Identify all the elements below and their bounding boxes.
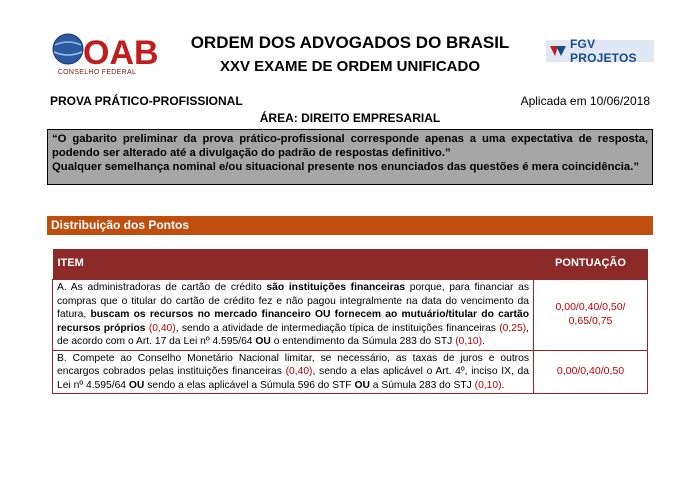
column-header-item: ITEM <box>53 249 534 280</box>
table-row <box>53 280 648 351</box>
column-header-score: PONTUAÇÃO <box>534 249 648 280</box>
disclaimer-box <box>47 129 653 185</box>
exam-area: ÁREA: DIREITO EMPRESARIAL <box>259 111 441 125</box>
exam-type: PROVA PRÁTICO-PROFISSIONAL <box>50 94 243 108</box>
table-header-row <box>53 249 648 280</box>
fgv-emblem-icon <box>550 44 566 58</box>
disclaimer-line1: “O gabarito preliminar da prova prático-profissional corresponde apenas a uma expectativa de resposta, podendo ser alterado até a divulgação do padrão de respostas definitivo.” <box>52 133 648 159</box>
table-row <box>53 350 648 394</box>
item-b-score: 0,00/0,40/0,50 <box>534 350 648 394</box>
page-subtitle: XXV EXAME DE ORDEM UNIFICADO <box>219 58 481 75</box>
oab-logo-text: OAB <box>83 34 159 72</box>
points-table <box>52 249 648 394</box>
page-title: ORDEM DOS ADVOGADOS DO BRASIL <box>190 33 510 52</box>
item-a-score: 0,00/0,40/0,50/ 0,65/0,75 <box>534 280 648 351</box>
disclaimer-line2: Qualquer semelhança nominal e/ou situacional presente nos enunciados das questões é mera coincidência.” <box>52 161 639 173</box>
section-header: Distribuição dos Pontos <box>47 216 653 235</box>
fgv-logo <box>546 37 654 65</box>
oab-subtitle: CONSELHO FEDERAL <box>57 69 137 76</box>
item-b-text: B. Compete ao Conselho Monetário Nacional limitar, se necessário, as taxas de juros e outros encargos cobrados pelas instituições financeiras (0,40), sendo a elas aplicável o Art. 4º, inciso IX, da Lei nº 4.595/64 OU sendo a elas aplicável a Súmula 596 do STF OU a Súmula 283 do STJ (0,10). <box>53 350 534 394</box>
item-a-text: A. As administradoras de cartão de crédito são instituições financeiras porque, para financiar as compras que o titular do cartão de crédito fez e não pagou integralmente na data do vencimento da fatura, buscam os recursos no mercado financeiro OU fornecem ao mutuário/titular do cartão recursos próprios (0,40), sendo a atividade de intermediação típica de instituições financeiras (0,25), de acordo com o Art. 17 da Lei nº 4.595/64 OU o entendimento da Súmula 283 do STJ (0,10). <box>53 280 534 351</box>
fgv-logo-text: FGV PROJETOS <box>570 37 637 65</box>
exam-date: Aplicada em 10/06/2018 <box>520 94 650 108</box>
